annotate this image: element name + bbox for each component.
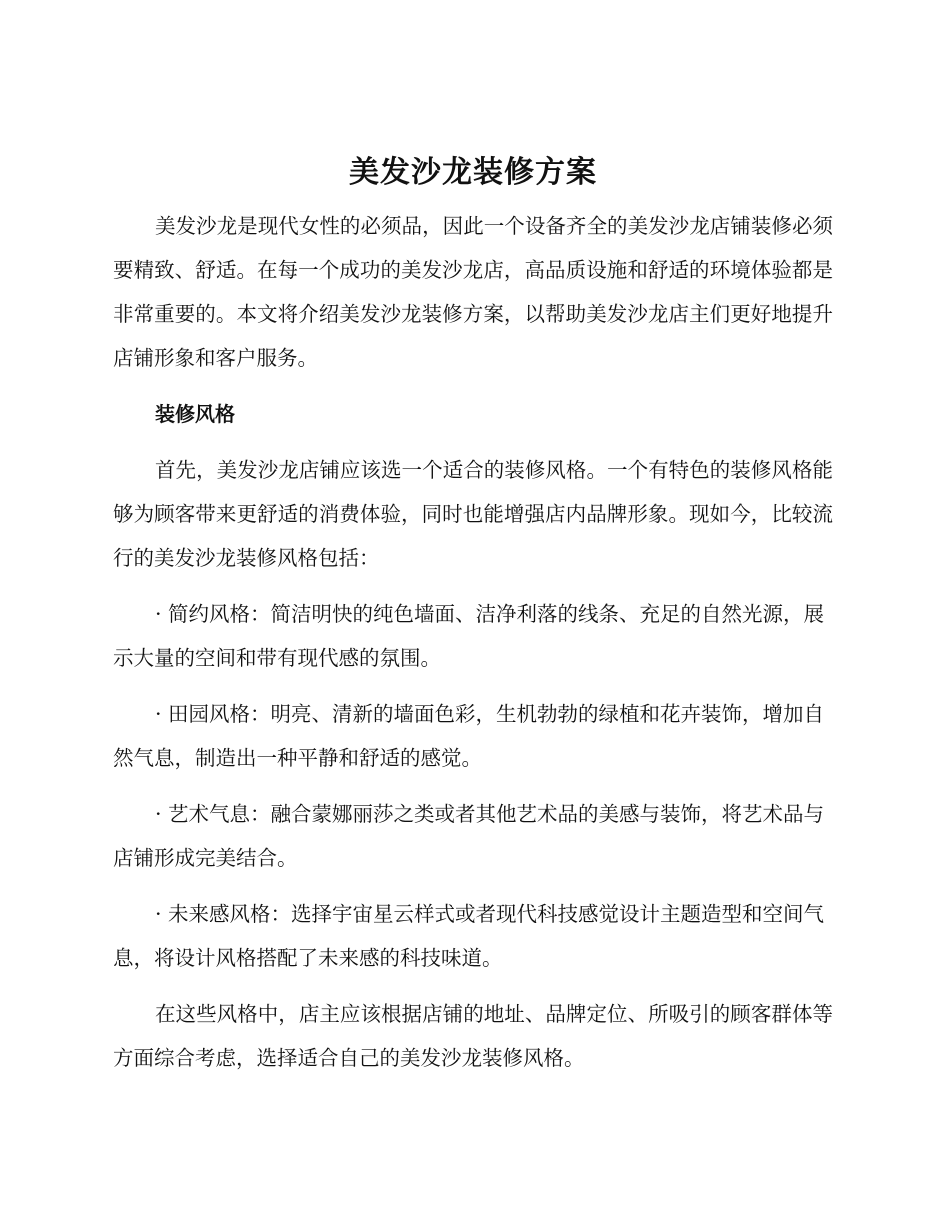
bullet-item-futuristic: · 未来感风格：选择宇宙星云样式或者现代科技感觉设计主题造型和空间气息，将设计风格搭配了未来感的科技味道。: [113, 902, 825, 970]
document-page: [113, 150, 833, 1092]
section-intro-paragraph: 首先，美发沙龙店铺应该选一个适合的装修风格。一个有特色的装修风格能够为顾客带来更舒适的消费体验，同时也能增强店内品牌形象。现如今，比较流行的美发沙龙装修风格包括：: [113, 458, 833, 570]
bullet-item-pastoral: · 田园风格：明亮、清新的墙面色彩，生机勃勃的绿植和花卉装饰，增加自然气息，制造出一种平静和舒适的感觉。: [113, 702, 825, 770]
intro-paragraph: 美发沙龙是现代女性的必须品，因此一个设备齐全的美发沙龙店铺装修必须要精致、舒适。在每一个成功的美发沙龙店，高品质设施和舒适的环境体验都是非常重要的。本文将介绍美发沙龙装修方案，以帮助美发沙龙店主们更好地提升店铺形象和客户服务。: [113, 214, 833, 370]
bullet-item-artistic: · 艺术气息：融合蒙娜丽莎之类或者其他艺术品的美感与装饰，将艺术品与店铺形成完美结合。: [113, 802, 825, 870]
conclusion-paragraph: 在这些风格中，店主应该根据店铺的地址、品牌定位、所吸引的顾客群体等方面综合考虑，选择适合自己的美发沙龙装修风格。: [113, 1002, 833, 1070]
section-heading: 装修风格: [155, 402, 235, 426]
document-title: 美发沙龙装修方案: [349, 155, 597, 190]
bullet-item-minimalist: · 简约风格：简洁明快的纯色墙面、洁净利落的线条、充足的自然光源，展示大量的空间和带有现代感的氛围。: [113, 602, 825, 670]
